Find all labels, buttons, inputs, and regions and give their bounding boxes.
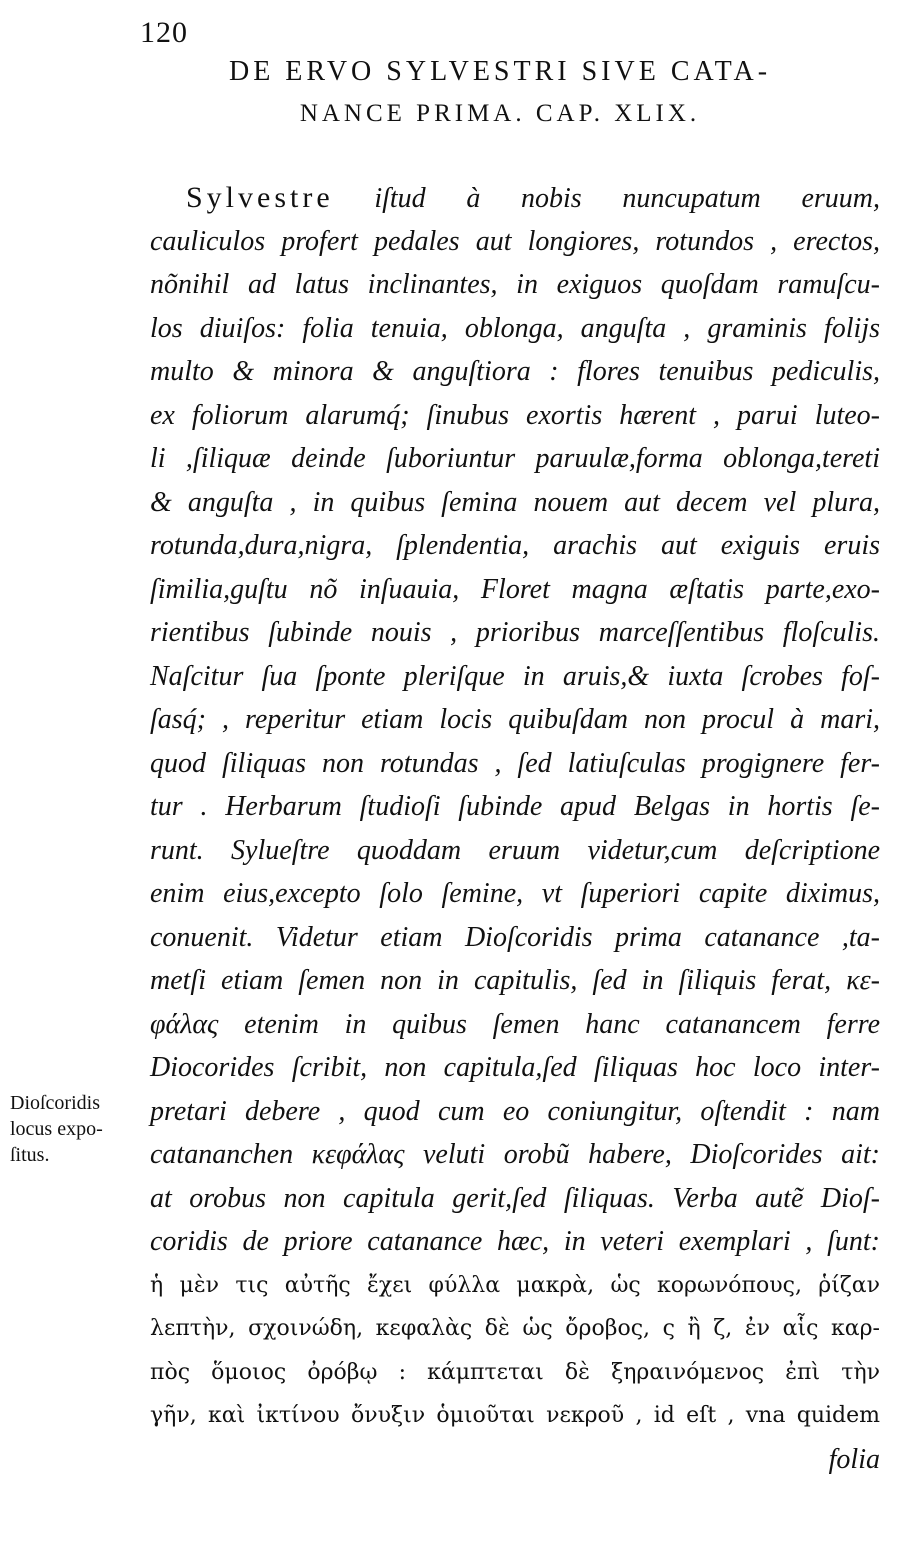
greek-text-line: λεπτὴν, σχοινώδη, κεφαλὰς δὲ ὡς ὄροβος, ς ἢ ζ, ἐν αἷς καρ- <box>150 1316 880 1341</box>
margin-note-line: Dioſcoridis <box>10 1092 100 1114</box>
text-line-content: iſtud à nobis nuncupatum eruum, <box>333 183 880 214</box>
page-number: 120 <box>140 16 188 49</box>
chapter-heading-line2: NANCE PRIMA. CAP. XLIX. <box>299 100 701 127</box>
text-line <box>150 176 880 220</box>
text-line: ex foliorum alarumq́; ſinubus exortis hærent , parui luteo- <box>150 399 880 431</box>
margin-note <box>10 1090 150 1168</box>
text-line: enim eius,excepto ſolo ſemine, vt ſuperiori capite diximus, <box>150 878 880 909</box>
text-line: at orobus non capitula gerit,ſed ſiliquas. Verba autẽ Dioſ- <box>150 1182 880 1214</box>
body-text <box>150 176 880 1481</box>
margin-note-line: ſitus. <box>10 1144 50 1166</box>
text-line: ſimilia,guſtu nõ inſuauia, Floret magna æſtatis parte,exo- <box>150 573 880 605</box>
text-line: li ,ſiliquæ deinde ſuboriuntur paruulæ,forma oblonga,tereti <box>150 443 880 474</box>
greek-text-line: πὸς ὅμοιος ὀρόβῳ : κάμπτεται δὲ ξηραινόμενος ἐπὶ τὴν <box>150 1359 880 1385</box>
chapter-heading-line1: DE ERVO SYLVESTRI SIVE CATA- <box>228 56 772 87</box>
text-line: rotunda,dura,nigra, ſplendentia, arachis aut exiguis eruis <box>150 530 880 561</box>
greek-text-line: ἡ μὲν τις αὐτῆς ἔχει φύλλα μακρὰ, ὡς κορωνόπους, ῥίζαν <box>150 1272 880 1298</box>
text-line: Diocorides ſcribit, non capitula,ſed ſiliquas hoc loco inter- <box>150 1052 880 1083</box>
text-line: pretari debere , quod cum eo coniungitur, oſtendit : nam <box>150 1095 880 1127</box>
text-line: quod ſiliquas non rotundas , ſed latiuſculas progignere fer- <box>150 747 880 779</box>
margin-note-line: locus expo- <box>10 1118 103 1140</box>
text-line: conuenit. Videtur etiam Dioſcoridis prima catanance ,ta- <box>150 921 880 953</box>
text-line: nõnihil ad latus inclinantes, in exiguos quoſdam ramuſcu- <box>150 269 880 300</box>
text-line: metſi etiam ſemen non in capitulis, ſed in ſiliquis ferat, κε- <box>150 965 880 996</box>
text-line: catananchen κεφάλας veluti orobũ habere, Dioſcorides ait: <box>150 1139 880 1170</box>
dropcap-word: Sylvestre <box>186 181 334 214</box>
text-line: rientibus ſubinde nouis , prioribus marceſſentibus floſculis. <box>150 617 880 648</box>
catchword: folia <box>828 1443 880 1475</box>
greek-text-line: γῆν, καὶ ἰκτίνου ὄνυξιν ὁμιοῦται νεκροῦ , id eſt , vna quidem <box>150 1403 880 1428</box>
text-line: & anguſta , in quibus ſemina nouem aut decem vel plura, <box>150 486 880 518</box>
text-line: cauliculos profert pedales aut longiores, rotundos , erectos, <box>150 225 880 257</box>
text-line: multo & minora & anguſtiora : flores tenuibus pediculis, <box>150 356 880 387</box>
text-line: Naſcitur ſua ſponte pleriſque in aruis,& iuxta ſcrobes foſ- <box>150 660 880 692</box>
text-line: ſasq́; , reperitur etiam locis quibuſdam non procul à mari, <box>150 704 880 735</box>
text-line: tur . Herbarum ſtudioſi ſubinde apud Belgas in hortis ſe- <box>150 791 880 822</box>
text-line: los diuiſos: folia tenuia, oblonga, anguſta , graminis folijs <box>150 312 880 344</box>
text-line: coridis de priore catanance hæc, in veteri exemplari , ſunt: <box>150 1226 880 1257</box>
text-line: φάλας etenim in quibus ſemen hanc catanancem ferre <box>150 1008 880 1040</box>
text-line: runt. Sylueſtre quoddam eruum videtur,cum deſcriptione <box>150 834 880 866</box>
